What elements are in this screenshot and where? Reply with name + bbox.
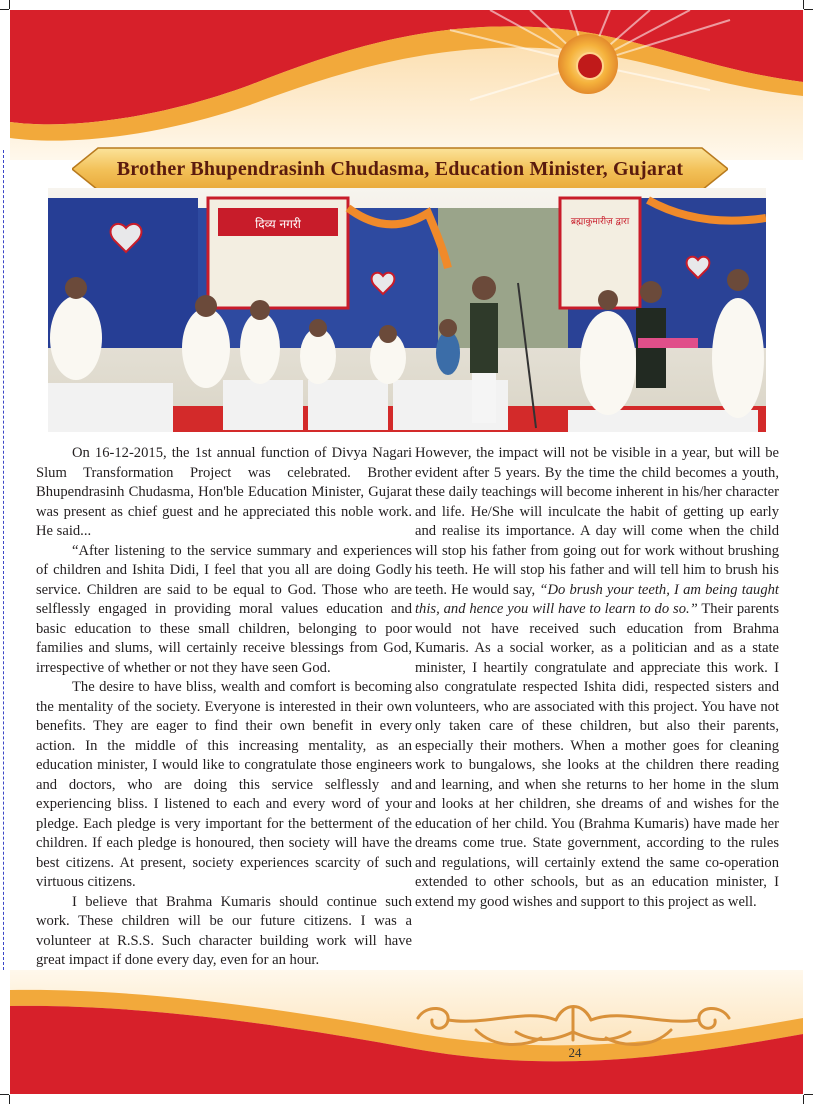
photo-banner-text-right: ब्रह्माकुमारीज़ द्वारा (570, 217, 630, 227)
crop-mark (9, 1095, 10, 1104)
crop-mark (0, 9, 9, 10)
article-right-column (415, 444, 779, 912)
photo-banner-text: दिव्य नगरी (255, 217, 301, 231)
emblem-center-icon (576, 52, 604, 80)
page-number: 24 (568, 1045, 582, 1060)
page-title: Brother Bhupendrasinh Chudasma, Education Minister, Gujarat (116, 158, 684, 180)
crop-mark (9, 0, 10, 9)
crop-mark (0, 1094, 9, 1095)
event-photo (48, 188, 766, 432)
paragraph-text: However, the impact will not be visible in a year, but will be evident after 5 years. By the time the child becomes a youth, these daily teachings will become inherent in his/her character and life. He/She will inculcate the habit of getting up early and realise its importance. A day will come when the child will stop his father from going out for work without brushing his teeth. He will stop his father and will tell him to brush his teeth. He would say, (415, 445, 779, 598)
crop-mark (804, 9, 813, 10)
quote-text: “Do brush your teeth, I am being taught this, and hence you will have to learn to do so.” (415, 581, 779, 617)
paragraph (415, 444, 779, 912)
guide-line (3, 150, 4, 970)
paragraph-text: Their parents would not have received such education from Brahma Kumaris. As a social worker, as a politician and as a state minister, I heartily congratulate and appreciate this work. I also congratulate respected Ishita didi, respected sisters and volunteers, who are associated with this project. You have not only taken care of these children, but also their parents, especially their mothers. When a mother goes for cleaning work to bungalows, she looks at the children there reading and learning, and when she returns to her home in the slum and looks at her children, she dreams of and wishes for the education of her child. You (Brahma Kumaris) have made her dreams come true. State government, according to the rules and regulations, will certainly extend the same co-operation extended to other schools, but as an education minister, I extend my good wishes and support to this project as well. (415, 601, 779, 910)
article-left-column (36, 444, 412, 971)
header-wave (10, 10, 803, 160)
paragraph: On 16-12-2015, the 1st annual function of Divya Nagari Slum Transformation Project was celebrated. Brother Bhupendrasinh Chudasma, Hon'ble Education Minister, Gujarat was present as chief guest and he appreciated this noble work. He said... (36, 445, 412, 539)
paragraph: “After listening to the service summary and experiences of children and Ishita Didi, I feel that you all are doing Godly service. Children are said to be equal to God. Those who are selflessly engaged in providing moral values education and basic education to these small children, belonging to poor families and slums, will certainly receive blessings from God, irrespective of whether or not they have seen God. (36, 542, 412, 676)
crop-mark (804, 1094, 813, 1095)
paragraph: I believe that Brahma Kumaris should continue such work. These children will be our future citizens. I was a volunteer at R.S.S. Such character building work will have great impact if done every day, even for an hour. (36, 893, 412, 968)
paragraph: The desire to have bliss, wealth and comfort is becoming the mentality of the society. Everyone is interested in their own benefits. They are eager to find their own benefit in every action. In the middle of this increasing mentality, as an education minister, I would like to congratulate those engineers and doctors, who are doing this service selflessly and experiencing bliss. I listened to each and every word of your pledge. Each pledge is very important for the betterment of the children. If each pledge is honoured, then society will have the best citizens. At present, society experiences scarcity of such virtuous citizens. (36, 679, 412, 890)
magazine-page (10, 10, 803, 1094)
crop-mark (803, 1095, 804, 1104)
crop-mark (803, 0, 804, 9)
